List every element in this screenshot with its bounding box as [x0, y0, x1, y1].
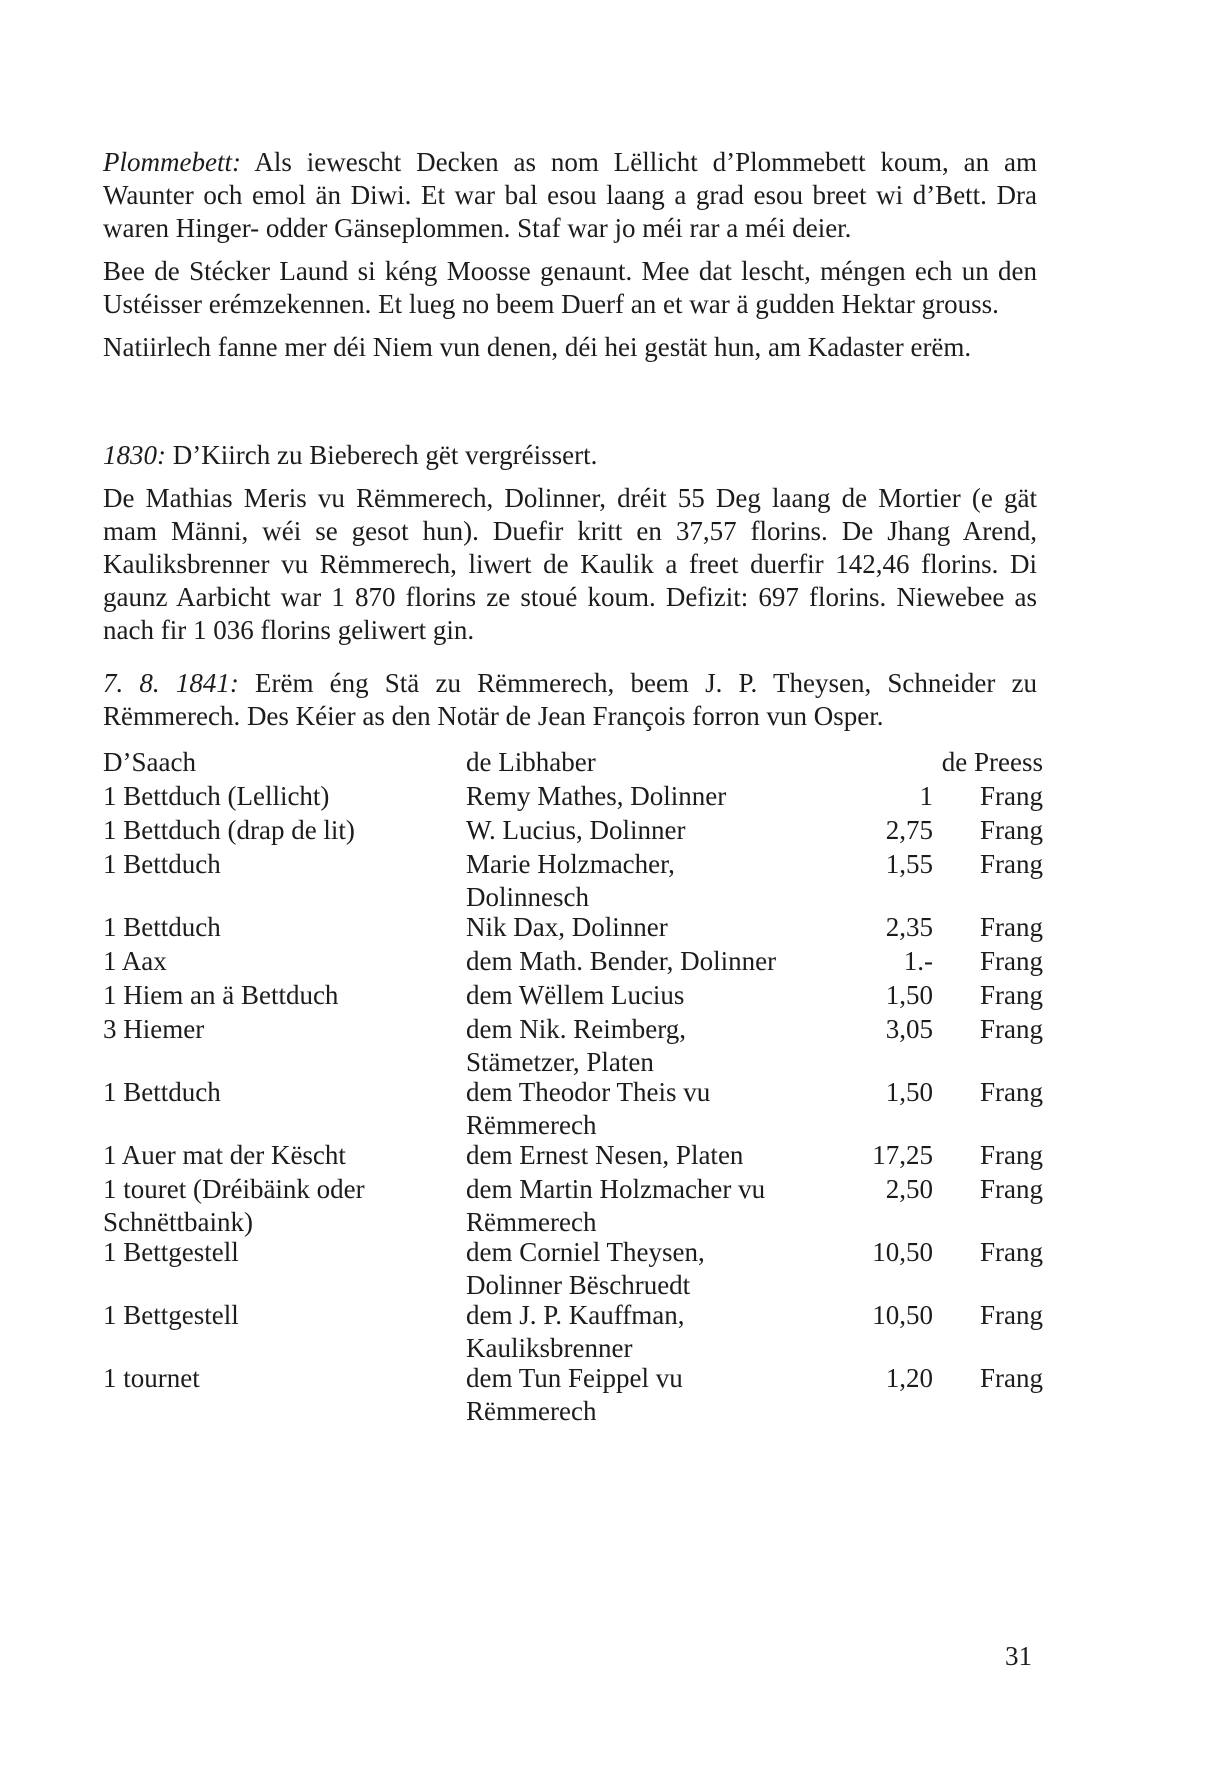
- buyer-cell: dem Math. Bender, Dolinner: [466, 946, 777, 976]
- item-cell: 1 touret (Dréibäink oder Schnëttbaink): [103, 1174, 365, 1237]
- unit-cell: Frang: [980, 912, 1043, 942]
- paragraph: Natiirlech fanne mer déi Niem vun denen, déi hei gestät hun, am Kadaster erëm.: [103, 332, 972, 362]
- buyer-cell: Nik Dax, Dolinner: [466, 912, 668, 942]
- buyer-cell: dem J. P. Kauffman, Kauliksbrenner: [466, 1300, 685, 1363]
- table-row: [103, 1362, 1043, 1426]
- amount-cell: 1: [919, 781, 933, 811]
- buyer-cell: dem Ernest Nesen, Platen: [466, 1140, 744, 1170]
- unit-cell: Frang: [980, 1140, 1043, 1170]
- paragraph: De Mathias Meris vu Rëmmerech, Dolinner, dréit 55 Deg laang de Mortier (e gät mam Männi, wéi se gesot hun). Duefir kritt en 37,57 florins. De Jhang Arend, Kauliksbrenner vu Rëmmerech, liwert de Kaulik a freet duerfir 142,46 florins. Di gaunz Aarbicht war 1 870 florins ze stoué koum. Defizit: 697 florins. Niewebee as nach fir 1 036 florins geliwert gin.: [103, 483, 1037, 645]
- table-row: [103, 848, 1043, 912]
- table-row: [103, 1236, 1043, 1300]
- amount-cell: 17,25: [872, 1140, 933, 1170]
- buyer-cell: Marie Holzmacher, Dolinnesch: [466, 849, 675, 912]
- header-price: de Preess: [941, 747, 1043, 777]
- table-row: [103, 1299, 1043, 1363]
- table-row: [103, 1173, 1043, 1237]
- page-number: 31: [1005, 1641, 1032, 1671]
- buyer-cell: dem Tun Feippel vu Rëmmerech: [466, 1363, 683, 1426]
- amount-cell: 3,05: [885, 1014, 933, 1044]
- unit-cell: Frang: [980, 980, 1043, 1010]
- section-1841: [103, 667, 1037, 733]
- header-buyer: de Libhaber: [466, 747, 596, 777]
- item-cell: 1 Bettgestell: [103, 1300, 239, 1330]
- amount-cell: 1.-: [903, 946, 933, 976]
- table-row: [103, 1013, 1043, 1077]
- item-cell: 1 Aax: [103, 946, 167, 976]
- item-cell: 1 Bettgestell: [103, 1237, 239, 1267]
- amount-cell: 1,55: [885, 849, 933, 879]
- paragraph: [103, 146, 1037, 245]
- section-1830: [103, 439, 1037, 647]
- amount-cell: 2,75: [885, 815, 933, 845]
- unit-cell: Frang: [980, 1014, 1043, 1044]
- buyer-cell: dem Corniel Theysen, Dolinner Bëschruedt: [466, 1237, 705, 1300]
- unit-cell: Frang: [980, 1077, 1043, 1107]
- unit-cell: Frang: [980, 815, 1043, 845]
- paragraph-text: D’Kiirch zu Bieberech gët vergréissert.: [166, 440, 598, 470]
- paragraph-lead: 1830:: [103, 440, 166, 470]
- item-cell: 1 Bettduch (drap de lit): [103, 815, 355, 845]
- item-cell: 1 Bettduch: [103, 1077, 221, 1107]
- buyer-cell: dem Theodor Theis vu Rëmmerech: [466, 1077, 711, 1140]
- amount-cell: 1,20: [885, 1363, 933, 1393]
- buyer-cell: W. Lucius, Dolinner: [466, 815, 686, 845]
- amount-cell: 1,50: [885, 1077, 933, 1107]
- buyer-cell: dem Wëllem Lucius: [466, 980, 685, 1010]
- unit-cell: Frang: [980, 849, 1043, 879]
- amount-cell: 2,50: [885, 1174, 933, 1204]
- item-cell: 3 Hiemer: [103, 1014, 205, 1044]
- table-row: [103, 1076, 1043, 1140]
- buyer-cell: Remy Mathes, Dolinner: [466, 781, 727, 811]
- item-cell: 1 Bettduch: [103, 849, 221, 879]
- paragraph-text: Erëm éng Stä zu Rëmmerech, beem J. P. Theysen, Schneider zu Rëmmerech. Des Kéier as den Notär de Jean François forron vun Osper.: [103, 668, 1037, 731]
- unit-cell: Frang: [980, 946, 1043, 976]
- item-cell: 1 tournet: [103, 1363, 200, 1393]
- paragraph: Bee de Stécker Laund si kéng Moosse genaunt. Mee dat lescht, méngen ech un den Ustéisser erémzekennen. Et lueg no beem Duerf an et war ä gudden Hektar grouss.: [103, 256, 1037, 319]
- amount-cell: 10,50: [872, 1237, 933, 1267]
- item-cell: 1 Hiem an ä Bettduch: [103, 980, 339, 1010]
- unit-cell: Frang: [980, 1363, 1043, 1393]
- amount-cell: 10,50: [872, 1300, 933, 1330]
- item-cell: 1 Auer mat der Këscht: [103, 1140, 346, 1170]
- paragraph: [103, 439, 1037, 472]
- unit-cell: Frang: [980, 781, 1043, 811]
- unit-cell: Frang: [980, 1174, 1043, 1204]
- unit-cell: Frang: [980, 1300, 1043, 1330]
- item-cell: 1 Bettduch (Lellicht): [103, 781, 330, 811]
- paragraph: [103, 667, 1037, 733]
- buyer-cell: dem Nik. Reimberg, Stämetzer, Platen: [466, 1014, 686, 1077]
- amount-cell: 2,35: [885, 912, 933, 942]
- paragraph-lead: Plommebett:: [103, 147, 241, 177]
- paragraph-lead: 7. 8. 1841:: [103, 668, 239, 698]
- amount-cell: 1,50: [885, 980, 933, 1010]
- section-plommebett: [103, 146, 1037, 364]
- buyer-cell: dem Martin Holzmacher vu Rëmmerech: [466, 1174, 766, 1237]
- item-cell: 1 Bettduch: [103, 912, 221, 942]
- unit-cell: Frang: [980, 1237, 1043, 1267]
- header-item: D’Saach: [103, 747, 196, 777]
- paragraph-text: Als iewescht Decken as nom Lëllicht d’Plommebett koum, an am Waunter och emol än Diwi. Et war bal esou laang a grad esou breet wi d’Bett. Dra waren Hinger- odder Gänseplommen. Staf war jo méi rar a méi deier.: [103, 147, 1037, 243]
